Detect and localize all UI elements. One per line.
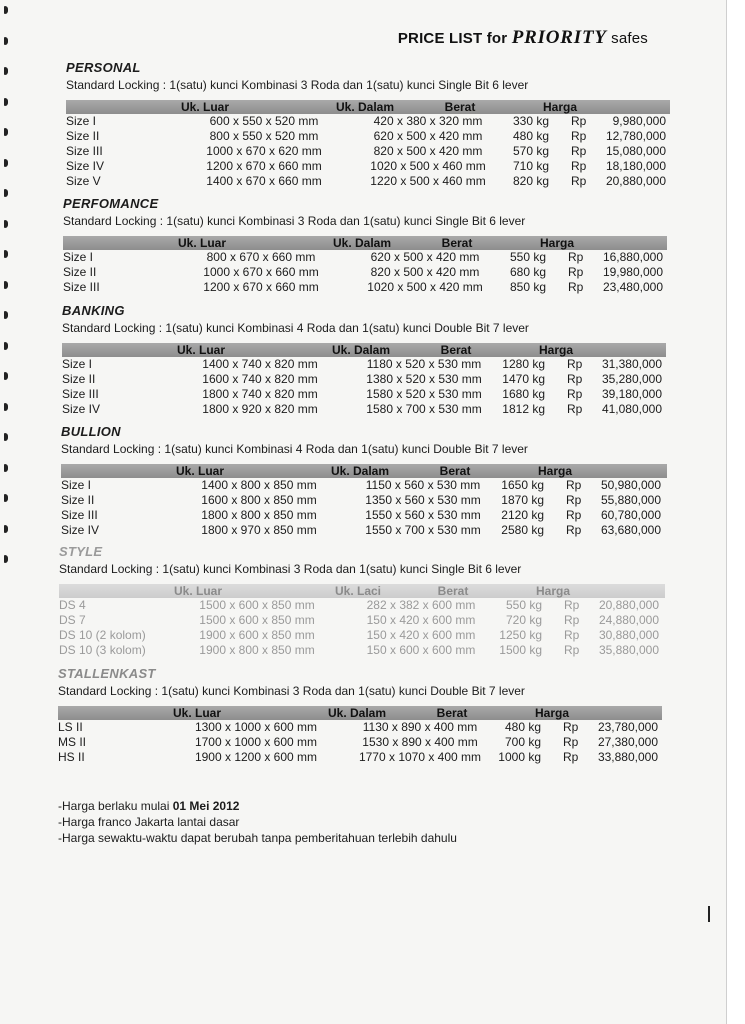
- model-name: Size I: [63, 250, 94, 264]
- column-header: Uk. Luar: [175, 464, 224, 478]
- column-header: Berat: [440, 343, 472, 357]
- price: 31,380,000: [601, 357, 662, 371]
- inner-size: 1180 x 520 x 530 mm: [366, 357, 482, 371]
- binder-hole: [4, 372, 8, 380]
- section-title: STALLENKAST: [58, 666, 156, 681]
- outer-size: 1400 x 670 x 660 mm: [206, 174, 322, 188]
- binder-hole: [4, 98, 8, 106]
- locking-note: Standard Locking : 1(satu) kunci Kombinasi 3 Roda dan 1(satu) kunci Single Bit 6 lever: [66, 78, 529, 92]
- price: 55,880,000: [600, 493, 661, 507]
- inner-size: 150 x 420 x 600 mm: [366, 628, 476, 642]
- binder-hole: [4, 403, 8, 411]
- binder-hole: [4, 250, 8, 258]
- inner-size: 150 x 420 x 600 mm: [366, 613, 476, 627]
- outer-size: 1000 x 670 x 620 mm: [206, 144, 322, 158]
- column-header: Uk. Luar: [173, 584, 222, 598]
- column-header: Harga: [539, 236, 574, 250]
- outer-size: 1600 x 800 x 850 mm: [201, 493, 317, 507]
- inner-size: 1550 x 560 x 530 mm: [365, 508, 481, 522]
- price: 30,880,000: [598, 628, 659, 642]
- outer-size: 1600 x 740 x 820 mm: [202, 372, 318, 386]
- price: 39,180,000: [601, 387, 662, 401]
- weight: 1000 kg: [498, 750, 541, 764]
- outer-size: 1900 x 600 x 850 mm: [199, 628, 315, 642]
- outer-size: 800 x 670 x 660 mm: [206, 250, 316, 264]
- binder-hole: [4, 189, 8, 197]
- currency: Rp: [571, 129, 587, 143]
- weight: 720 kg: [505, 613, 542, 627]
- column-header: Berat: [441, 236, 473, 250]
- currency: Rp: [567, 402, 583, 416]
- currency: Rp: [566, 478, 582, 492]
- note-line-change: -Harga sewaktu-waktu dapat berubah tanpa pemberitahuan terlebih dahulu: [58, 831, 457, 845]
- price: 23,480,000: [602, 280, 663, 294]
- outer-size: 1400 x 800 x 850 mm: [201, 478, 317, 492]
- inner-size: 1350 x 560 x 530 mm: [365, 493, 481, 507]
- table-row: [63, 250, 703, 265]
- table-row: [66, 129, 706, 144]
- weight: 1650 kg: [501, 478, 544, 492]
- column-header: Berat: [439, 464, 471, 478]
- currency: Rp: [567, 357, 583, 371]
- binder-hole: [4, 342, 8, 350]
- table-row: [61, 478, 701, 493]
- weight: 680 kg: [509, 265, 546, 279]
- outer-size: 1200 x 670 x 660 mm: [203, 280, 319, 294]
- note-line-validity: [58, 798, 457, 814]
- column-header: Harga: [535, 584, 570, 598]
- currency: Rp: [566, 508, 582, 522]
- note-validity-text: -Harga berlaku mulai: [58, 799, 170, 813]
- inner-size: 1380 x 520 x 530 mm: [366, 372, 482, 386]
- column-header: Berat: [444, 100, 476, 114]
- model-name: Size II: [66, 129, 100, 143]
- table-row: [58, 750, 698, 765]
- column-header: Uk. Dalam: [335, 100, 395, 114]
- model-name: DS 10 (3 kolom): [59, 643, 146, 657]
- section-title: STYLE: [59, 544, 103, 559]
- section-title: PERFOMANCE: [63, 196, 159, 211]
- locking-note: Standard Locking : 1(satu) kunci Kombinasi 4 Roda dan 1(satu) kunci Double Bit 7 lever: [62, 321, 529, 335]
- price: 33,880,000: [597, 750, 658, 764]
- model-name: Size II: [63, 265, 97, 279]
- weight: 570 kg: [512, 144, 549, 158]
- column-header: Harga: [542, 100, 577, 114]
- currency: Rp: [571, 144, 587, 158]
- column-header: Uk. Luar: [176, 343, 225, 357]
- model-name: Size III: [63, 280, 100, 294]
- margin-mark: [708, 906, 710, 922]
- model-name: MS II: [58, 735, 87, 749]
- weight: 2120 kg: [501, 508, 544, 522]
- model-name: DS 7: [59, 613, 86, 627]
- model-name: Size IV: [66, 159, 105, 173]
- inner-size: 820 x 500 x 420 mm: [370, 265, 480, 279]
- table-row: [61, 508, 701, 523]
- price: 15,080,000: [605, 144, 666, 158]
- column-header: Berat: [437, 584, 469, 598]
- currency: Rp: [567, 387, 583, 401]
- inner-size: 1580 x 520 x 530 mm: [366, 387, 482, 401]
- table-row: [66, 159, 706, 174]
- price: 41,080,000: [601, 402, 662, 416]
- table-row: [66, 144, 706, 159]
- brand-name: PRIORITY: [511, 27, 607, 48]
- binder-hole: [4, 311, 8, 319]
- binder-hole: [4, 555, 8, 563]
- model-name: Size V: [66, 174, 101, 188]
- currency: Rp: [564, 643, 580, 657]
- table-row: [59, 643, 699, 658]
- locking-note: Standard Locking : 1(satu) kunci Kombinasi 4 Roda dan 1(satu) kunci Double Bit 7 lever: [61, 442, 528, 456]
- locking-note: Standard Locking : 1(satu) kunci Kombinasi 3 Roda dan 1(satu) kunci Single Bit 6 lever: [59, 562, 522, 576]
- price: 9,980,000: [612, 114, 666, 128]
- table-row: [62, 387, 702, 402]
- binder-hole: [4, 433, 8, 441]
- currency: Rp: [563, 720, 579, 734]
- column-header: Uk. Dalam: [331, 343, 391, 357]
- outer-size: 1900 x 1200 x 600 mm: [194, 750, 318, 764]
- binder-hole: [4, 220, 8, 228]
- currency: Rp: [567, 372, 583, 386]
- section-title: BANKING: [62, 303, 125, 318]
- column-header: Berat: [436, 706, 468, 720]
- weight: 1812 kg: [502, 402, 545, 416]
- binder-hole: [4, 464, 8, 472]
- model-name: Size III: [66, 144, 103, 158]
- binder-hole: [4, 37, 8, 45]
- weight: 2580 kg: [501, 523, 544, 537]
- currency: Rp: [563, 735, 579, 749]
- column-header: Uk. Luar: [172, 706, 221, 720]
- currency: Rp: [568, 250, 584, 264]
- outer-size: 800 x 550 x 520 mm: [209, 129, 319, 143]
- weight: 700 kg: [504, 735, 541, 749]
- currency: Rp: [568, 265, 584, 279]
- inner-size: 1220 x 500 x 460 mm: [370, 174, 486, 188]
- model-name: DS 10 (2 kolom): [59, 628, 146, 642]
- currency: Rp: [571, 159, 587, 173]
- binder-hole: [4, 281, 8, 289]
- binder-hole: [4, 6, 8, 14]
- outer-size: 1000 x 670 x 660 mm: [203, 265, 319, 279]
- outer-size: 1900 x 800 x 850 mm: [199, 643, 315, 657]
- model-name: Size II: [62, 372, 96, 386]
- currency: Rp: [563, 750, 579, 764]
- table-row: [59, 628, 699, 643]
- currency: Rp: [564, 598, 580, 612]
- outer-size: 1800 x 970 x 850 mm: [201, 523, 317, 537]
- model-name: Size I: [62, 357, 93, 371]
- section-title: BULLION: [61, 424, 121, 439]
- price: 12,780,000: [605, 129, 666, 143]
- column-header: Harga: [537, 464, 572, 478]
- inner-size: 1020 x 500 x 460 mm: [370, 159, 486, 173]
- table-row: [63, 280, 703, 295]
- locking-note: Standard Locking : 1(satu) kunci Kombinasi 3 Roda dan 1(satu) kunci Double Bit 7 lever: [58, 684, 525, 698]
- weight: 550 kg: [505, 598, 542, 612]
- column-header: Uk. Dalam: [327, 706, 387, 720]
- weight: 1470 kg: [502, 372, 545, 386]
- table-header: [58, 706, 662, 720]
- locking-note: Standard Locking : 1(satu) kunci Kombinasi 3 Roda dan 1(satu) kunci Single Bit 6 lever: [63, 214, 526, 228]
- currency: Rp: [571, 174, 587, 188]
- binder-hole: [4, 159, 8, 167]
- weight: 1500 kg: [499, 643, 542, 657]
- table-header: [63, 236, 667, 250]
- weight: 480 kg: [512, 129, 549, 143]
- column-header: Uk. Luar: [177, 236, 226, 250]
- outer-size: 1800 x 920 x 820 mm: [202, 402, 318, 416]
- price: 23,780,000: [597, 720, 658, 734]
- model-name: DS 4: [59, 598, 86, 612]
- price: 60,780,000: [600, 508, 661, 522]
- inner-size: 1020 x 500 x 420 mm: [367, 280, 483, 294]
- price: 20,880,000: [598, 598, 659, 612]
- model-name: LS II: [58, 720, 83, 734]
- inner-size: 150 x 600 x 600 mm: [366, 643, 476, 657]
- note-validity-date: 01 Mei 2012: [172, 799, 240, 813]
- currency: Rp: [568, 280, 584, 294]
- table-header: [66, 100, 670, 114]
- outer-size: 1400 x 740 x 820 mm: [202, 357, 318, 371]
- price: 35,880,000: [598, 643, 659, 657]
- table-row: [59, 613, 699, 628]
- table-row: [61, 493, 701, 508]
- currency: Rp: [571, 114, 587, 128]
- model-name: Size IV: [62, 402, 101, 416]
- binder-hole: [4, 128, 8, 136]
- model-name: Size I: [61, 478, 92, 492]
- outer-size: 1700 x 1000 x 600 mm: [194, 735, 318, 749]
- weight: 1680 kg: [502, 387, 545, 401]
- weight: 1870 kg: [501, 493, 544, 507]
- table-row: [62, 372, 702, 387]
- column-header: Uk. Dalam: [332, 236, 392, 250]
- table-row: [66, 114, 706, 129]
- inner-size: 1530 x 890 x 400 mm: [362, 735, 478, 749]
- inner-size: 620 x 500 x 420 mm: [373, 129, 483, 143]
- outer-size: 600 x 550 x 520 mm: [209, 114, 319, 128]
- column-header: Uk. Luar: [180, 100, 229, 114]
- price: 35,280,000: [601, 372, 662, 386]
- table-row: [61, 523, 701, 538]
- table-row: [58, 735, 698, 750]
- inner-size: 1550 x 700 x 530 mm: [365, 523, 481, 537]
- inner-size: 620 x 500 x 420 mm: [370, 250, 480, 264]
- column-header: Uk. Dalam: [330, 464, 390, 478]
- inner-size: 420 x 380 x 320 mm: [373, 114, 483, 128]
- binder-holes: [4, 0, 14, 1024]
- table-row: [63, 265, 703, 280]
- binder-hole: [4, 494, 8, 502]
- price: 27,380,000: [597, 735, 658, 749]
- weight: 1250 kg: [499, 628, 542, 642]
- outer-size: 1800 x 800 x 850 mm: [201, 508, 317, 522]
- weight: 330 kg: [512, 114, 549, 128]
- model-name: Size IV: [61, 523, 100, 537]
- price: 16,880,000: [602, 250, 663, 264]
- title-suffix: safes: [611, 30, 648, 47]
- currency: Rp: [564, 613, 580, 627]
- inner-size: 1130 x 890 x 400 mm: [362, 720, 478, 734]
- outer-size: 1200 x 670 x 660 mm: [206, 159, 322, 173]
- inner-size: 282 x 382 x 600 mm: [366, 598, 476, 612]
- price: 50,980,000: [600, 478, 661, 492]
- weight: 1280 kg: [502, 357, 545, 371]
- outer-size: 1800 x 740 x 820 mm: [202, 387, 318, 401]
- weight: 710 kg: [512, 159, 549, 173]
- inner-size: 820 x 500 x 420 mm: [373, 144, 483, 158]
- column-header: Uk. Laci: [334, 584, 382, 598]
- model-name: Size III: [62, 387, 99, 401]
- model-name: HS II: [58, 750, 85, 764]
- price: 63,680,000: [600, 523, 661, 537]
- binder-hole: [4, 67, 8, 75]
- note-line-franco: -Harga franco Jakarta lantai dasar: [58, 815, 240, 829]
- currency: Rp: [566, 493, 582, 507]
- weight: 850 kg: [509, 280, 546, 294]
- title-prefix: PRICE LIST for: [397, 30, 508, 47]
- section-title: PERSONAL: [66, 60, 141, 75]
- price: 19,980,000: [602, 265, 663, 279]
- model-name: Size III: [61, 508, 98, 522]
- table-row: [58, 720, 698, 735]
- binder-hole: [4, 525, 8, 533]
- table-row: [66, 174, 706, 189]
- outer-size: 1500 x 600 x 850 mm: [199, 613, 315, 627]
- table-row: [62, 357, 702, 372]
- footer-notes: [58, 798, 457, 846]
- table-row: [62, 402, 702, 417]
- weight: 550 kg: [509, 250, 546, 264]
- price: 24,880,000: [598, 613, 659, 627]
- inner-size: 1770 x 1070 x 400 mm: [358, 750, 482, 764]
- model-name: Size I: [66, 114, 97, 128]
- price: 18,180,000: [605, 159, 666, 173]
- outer-size: 1300 x 1000 x 600 mm: [194, 720, 318, 734]
- inner-size: 1580 x 700 x 530 mm: [366, 402, 482, 416]
- currency: Rp: [566, 523, 582, 537]
- outer-size: 1500 x 600 x 850 mm: [199, 598, 315, 612]
- weight: 480 kg: [504, 720, 541, 734]
- column-header: Harga: [538, 343, 573, 357]
- weight: 820 kg: [512, 174, 549, 188]
- inner-size: 1150 x 560 x 530 mm: [365, 478, 481, 492]
- page-title: [398, 27, 648, 49]
- column-header: Harga: [534, 706, 569, 720]
- table-header: [59, 584, 665, 598]
- price: 20,880,000: [605, 174, 666, 188]
- currency: Rp: [564, 628, 580, 642]
- table-header: [62, 343, 666, 357]
- model-name: Size II: [61, 493, 95, 507]
- table-header: [61, 464, 667, 478]
- table-row: [59, 598, 699, 613]
